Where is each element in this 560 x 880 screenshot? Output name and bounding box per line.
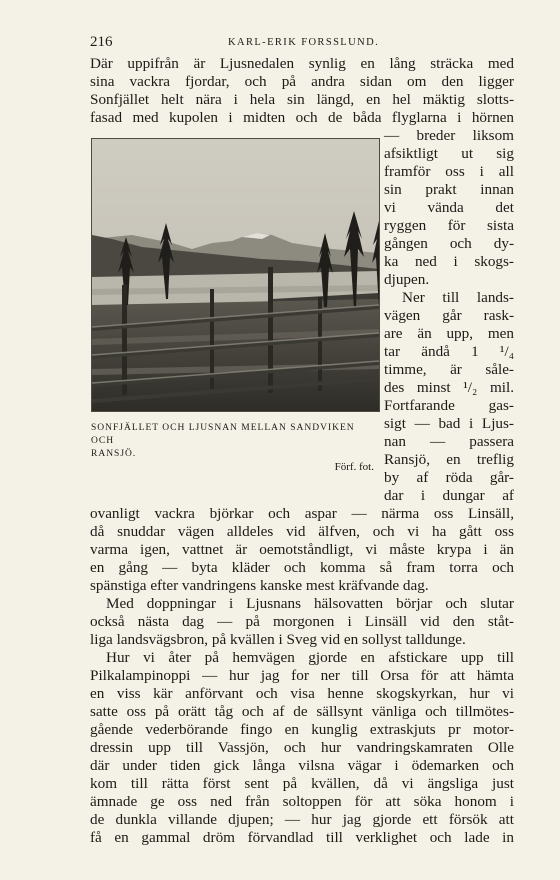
body-line: des minst ¹/₂ mil. (384, 379, 514, 396)
body-line: dar i dungar af (384, 487, 514, 504)
body-line: vägen går rask- (384, 307, 514, 324)
page-number: 216 (90, 34, 113, 50)
caption-line: SONFJÄLLET OCH LJUSNAN MELLAN SANDVIKEN OCH (91, 423, 355, 446)
body-line: Fortfarande gas- (384, 397, 514, 414)
body-line: Ransjö, en treflig (384, 451, 514, 468)
body-line: nan — passera (384, 433, 514, 450)
caption-line: RANSJÖ. (91, 449, 137, 459)
body-line: ämnade ge oss ned från soltoppen för att söka honom i (90, 793, 514, 810)
photo-credit: Förf. fot. (334, 461, 374, 473)
body-line: by af röda går- (384, 469, 514, 486)
body-line: — breder liksom (384, 127, 514, 144)
body-line: spänstiga efter vandringens kanske mest kräfvande dag. (90, 577, 429, 594)
body-line: djupen. (384, 271, 430, 288)
body-line: Med doppningar i Ljusnans hälsovatten börjar och slutar (106, 595, 514, 612)
body-line: en viss kär anförvant och visa henne skogskyrkan, hur vi (90, 685, 514, 702)
body-line: fasad med kupolen i midten och de båda flyglarna i hörnen (90, 109, 514, 126)
body-line: sina vackra fjordar, och på andra sidan om den ligger (90, 73, 514, 90)
body-line: framför oss i all (384, 163, 514, 180)
body-line: dressin upp till Vassjön, och hur vandringskamraten Olle (90, 739, 514, 756)
body-line: satte oss på orätt tåg och af de sällsynt vänliga och tillmötes- (90, 703, 514, 720)
body-line: sigt — bad i Ljus- (384, 415, 514, 432)
body-line: en gång — byta kläder och komma så fram torra och (90, 559, 514, 576)
body-line: liga landsvägsbron, på kvällen i Sveg vid en sollyst talldunge. (90, 631, 466, 648)
body-line: gående vederbörande fingo en kunglig extraskjuts pr motor- (90, 721, 514, 738)
body-line: Sonfjället helt nära i hela sin längd, en hel mäktig slotts- (90, 91, 514, 108)
body-line: då snuddar vägen alldeles vid älfven, och vi ha gått oss (90, 523, 514, 540)
body-line: ka ned i skogs- (384, 253, 514, 270)
body-line: sin prakt innan (384, 181, 514, 198)
figure-caption (91, 422, 378, 473)
body-line: vi vända det (384, 199, 514, 216)
landscape-photograph (91, 138, 380, 412)
body-line: varma igen, vattnet är oemotståndligt, vi måste krypa i än (90, 541, 514, 558)
body-line: are än upp, men (384, 325, 514, 342)
body-line: tar ändå 1 ¹/₄ (384, 343, 514, 360)
body-line: afsiktligt ut sig (384, 145, 514, 162)
body-line: ryggen för sista (384, 217, 514, 234)
body-line: Där uppifrån är Ljusnedalen synlig en lång sträcka med (90, 55, 514, 72)
running-head: KARL-ERIK FORSSLUND. (228, 37, 380, 48)
body-line: få en gammal dröm förvandlad till verklighet och lade in (90, 829, 514, 846)
body-line: också nästa dag — på morgonen i Linsäll vid den ståt- (90, 613, 514, 630)
body-line: kom till rätta först sent på kvällen, då vi ängsliga just (90, 775, 514, 792)
body-line: de dunkla villande djupen; — hur jag gjorde ett försök att (90, 811, 514, 828)
body-line: gången och dy- (384, 235, 514, 252)
body-line: timme, är såle- (384, 361, 514, 378)
photo-illustration (92, 139, 379, 411)
body-line: Ner till lands- (402, 289, 514, 306)
body-line: Pilkalampinoppi — hur jag for ner till Orsa för att hämta (90, 667, 514, 684)
body-line: ovanligt vackra björkar och aspar — närma oss Linsäll, (90, 505, 514, 522)
page-header (90, 34, 510, 52)
body-line: Hur vi åter på hemvägen gjorde en afstickare upp till (106, 649, 514, 666)
body-line: där under tiden gick långa vilsna vägar i ödemarken och (90, 757, 514, 774)
